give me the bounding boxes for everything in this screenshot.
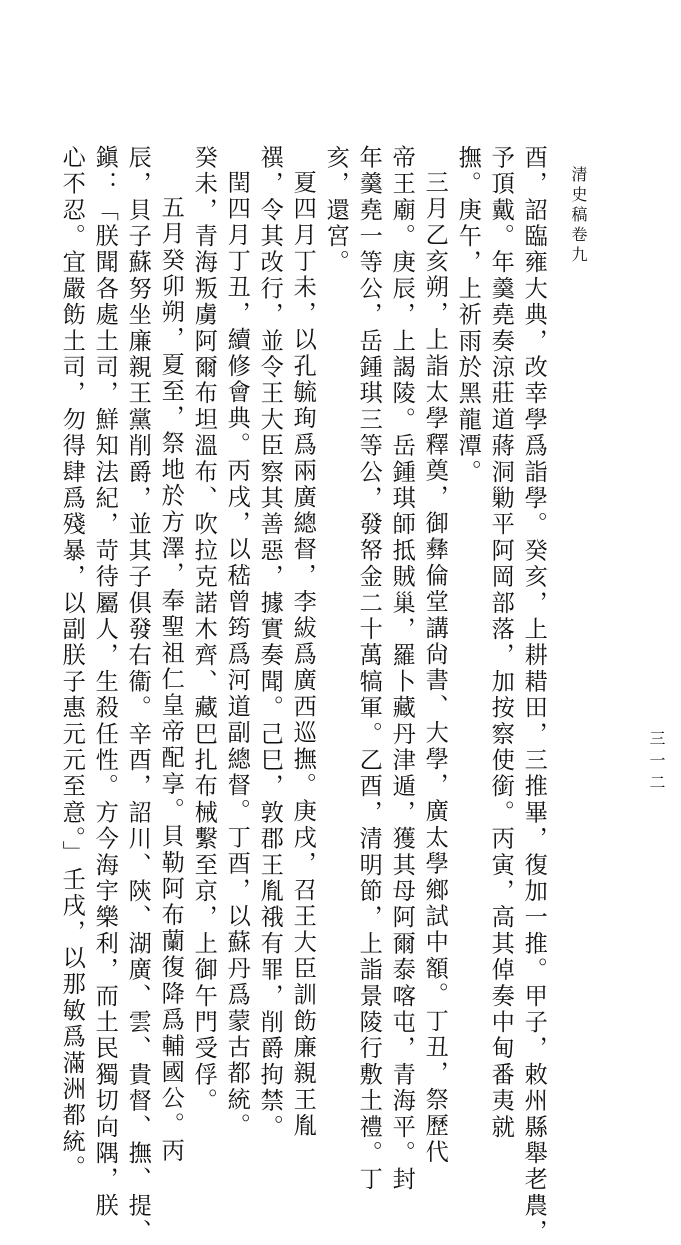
text-column: 撫。庚午，上祈雨於黑龍潭。 bbox=[454, 145, 482, 486]
text-column: 酉，詔臨雍大典，改幸學爲詣學。癸亥，上耕耤田，三推畢，復加一推。甲子，敕州縣舉老農， bbox=[520, 145, 548, 1245]
text-column: 閏四月丁丑，續修會典。丙戌，以嵇曾筠爲河道副總督。丁酉，以蘇丹爲蒙古都統。 bbox=[223, 170, 251, 1140]
text-column: 辰，貝子蘇努坐廉親王黨削爵，並其子俱發右衞。辛酉，詔川、陝、湖廣、雲、貴督、撫、提、 bbox=[124, 145, 152, 1245]
text-column: 五月癸卯朔，夏至，祭地於方澤，奉聖祖仁皇帝配享。貝勒阿布蘭復降爲輔國公。丙 bbox=[157, 195, 185, 1165]
text-column: 亥，還宮。 bbox=[322, 145, 350, 276]
text-column: 夏四月丁未，以孔毓珣爲兩廣總督，李紱爲廣西巡撫。庚戌，召王大臣訓飭廉親王胤 bbox=[289, 170, 317, 1140]
running-header: 清史稿卷九 bbox=[569, 166, 588, 266]
text-column: 心不忍。宜嚴飭土司，勿得肆爲殘暴，以副朕子惠元元至意。」壬戌，以那敏爲滿洲都統。 bbox=[58, 145, 86, 1182]
text-column: 三月乙亥朔，上詣太學釋奠，御彝倫堂講尙書、大學，廣太學鄉試中額。丁丑，祭歷代 bbox=[421, 170, 449, 1166]
text-column: 鎭：「朕聞各處土司，鮮知法紀，苛待屬人，生殺任性。方今海宇樂利，而土民獨切向隅，朕 bbox=[91, 145, 119, 1220]
page-number: 三一二 bbox=[647, 730, 666, 796]
text-column: 予頂戴。年羹堯奏涼莊道蔣洞勦平阿岡部落，加按察使銜。丙寅，高其倬奏中甸番夷就 bbox=[487, 145, 515, 1141]
text-column: 癸未，青海叛虜阿爾布坦溫布、吹拉克諾木齊、藏巴扎布械繫至京，上御午門受俘。 bbox=[190, 145, 218, 1115]
text-column: 禩，令其改行，並令王大臣察其善惡，據實奏聞。己巳，敦郡王胤䄉有罪，削爵拘禁。 bbox=[256, 145, 284, 1141]
text-column: 帝王廟。庚辰，上謁陵。岳鍾琪師抵賊巢，羅卜藏丹津遁，獲其母阿爾泰喀屯，青海平。封 bbox=[388, 145, 416, 1193]
text-column: 年羹堯一等公，岳鍾琪三等公，發帑金二十萬犒軍。乙酉，清明節，上詣景陵行敷土禮。丁 bbox=[355, 145, 383, 1193]
